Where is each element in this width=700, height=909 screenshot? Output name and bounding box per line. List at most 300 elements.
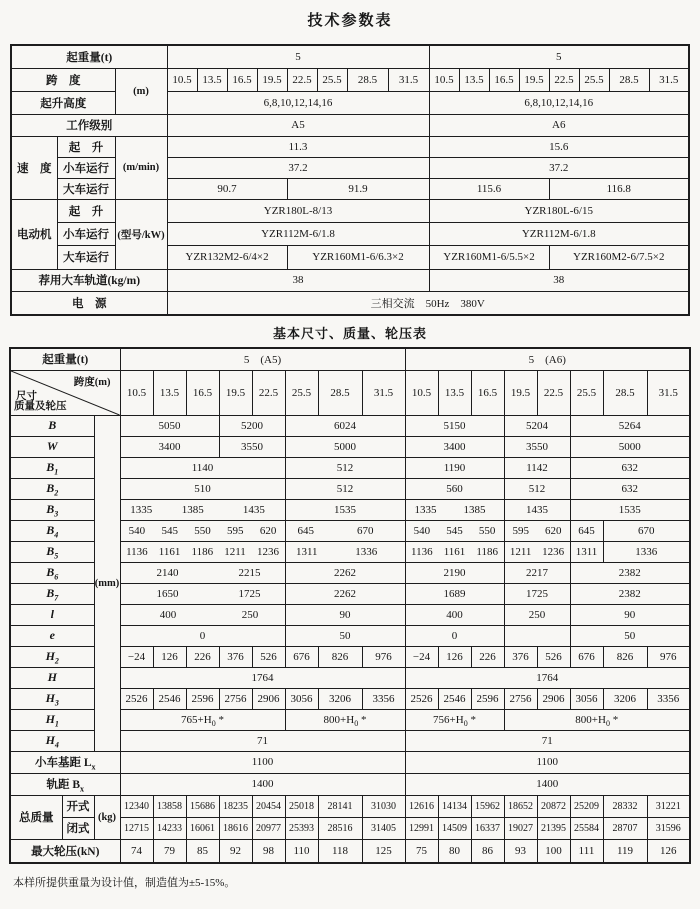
cell: 31030 <box>362 795 405 817</box>
cell: 1400 <box>405 773 690 795</box>
col-header: 31.5 <box>388 68 429 91</box>
cell-part: 540 <box>128 524 146 537</box>
table2-title: 基本尺寸、质量、轮压表 <box>272 326 427 341</box>
cell: 5204 <box>504 415 570 436</box>
cell: 31405 <box>362 817 405 839</box>
cell: 25018 <box>285 795 318 817</box>
cell: H <box>10 667 94 688</box>
cell: 12715 <box>120 817 153 839</box>
cell: YZR132M2-6/4×2 <box>167 245 287 269</box>
table-row <box>10 839 690 863</box>
cell: 28516 <box>318 817 362 839</box>
col-header: 13.5 <box>153 370 186 415</box>
col-header: 19.5 <box>519 68 549 91</box>
cell: 5050 <box>120 415 219 436</box>
cell: 560 <box>405 478 504 499</box>
cell: 632 <box>570 457 690 478</box>
row-label: 轨距 $B_x$ <box>10 773 120 795</box>
table-row <box>11 157 689 178</box>
cell: YZR112M-6/1.8 <box>167 222 429 245</box>
cell: 16337 <box>471 817 504 839</box>
cell: 1190 <box>405 457 504 478</box>
row-label: 起重量(t) <box>10 348 120 370</box>
cell: 2756 <box>219 688 252 709</box>
cell: 3356 <box>647 688 690 709</box>
cell: 38 <box>167 269 429 291</box>
cell: 71 <box>405 730 690 751</box>
cell-part: 620 <box>545 524 562 537</box>
cell: 5150 <box>405 415 504 436</box>
cell: 826 <box>318 646 362 667</box>
cell: 19027 <box>504 817 537 839</box>
cell-part: 545 <box>161 524 178 537</box>
cell: 31221 <box>647 795 690 817</box>
unit-mm: (mm) <box>94 415 120 751</box>
cell: 126 <box>647 839 690 863</box>
cell: 2382 <box>570 583 690 604</box>
cell: 15686 <box>186 795 219 817</box>
cell-part: 2140 <box>156 566 179 579</box>
cell: YZR160M1-6/6.3×2 <box>287 245 429 269</box>
col-header: 25.5 <box>317 68 347 91</box>
footnote: 本样所提供重量为设计值，制造值为±5-15%。 <box>13 877 236 889</box>
cell: $H_3$ <box>10 688 94 709</box>
row-label: (m) <box>115 68 167 114</box>
col-header: 28.5 <box>609 68 649 91</box>
cell: 15.6 <box>429 136 689 157</box>
row-label: (kg) <box>94 795 120 839</box>
cell: 3356 <box>362 688 405 709</box>
cell: 2906 <box>252 688 285 709</box>
cell: 25584 <box>570 817 603 839</box>
cell: $B_5$ <box>10 541 94 562</box>
cell: 1400 <box>120 773 405 795</box>
row-label: 荐用大车轨道(kg/m) <box>11 269 167 291</box>
cell: 20977 <box>252 817 285 839</box>
table-row <box>10 415 690 436</box>
cell: YZR160M1-6/5.5×2 <box>429 245 549 269</box>
cell: 25209 <box>570 795 603 817</box>
cell: 98 <box>252 839 285 863</box>
cell-part: 1335 <box>130 503 153 516</box>
col-header: 25.5 <box>570 370 603 415</box>
row-label: (m/min) <box>115 136 167 199</box>
cell: 676 <box>570 646 603 667</box>
cell <box>120 583 285 604</box>
cell: 20872 <box>537 795 570 817</box>
cell: 6024 <box>285 415 405 436</box>
cell: 28141 <box>318 795 362 817</box>
cell: 3400 <box>405 436 504 457</box>
cell: $B_3$ <box>10 499 94 520</box>
cell: 18652 <box>504 795 537 817</box>
cell-part: 1186 <box>476 545 498 558</box>
cell-part: 1725 <box>238 587 261 600</box>
cell <box>120 604 285 625</box>
cell <box>405 520 504 541</box>
cell: 1535 <box>570 499 690 520</box>
cell-part: 1385 <box>463 503 486 516</box>
cell: 100 <box>537 839 570 863</box>
cell: $H_4$ <box>10 730 94 751</box>
col-header: 19.5 <box>219 370 252 415</box>
cell: 14509 <box>438 817 471 839</box>
row-label: 起 升 <box>57 136 115 157</box>
cell: 976 <box>647 646 690 667</box>
cell: 976 <box>362 646 405 667</box>
dimensions-mass-wheelload-table <box>9 347 691 864</box>
cell-part: 645 <box>297 524 314 537</box>
row-label: 工作级别 <box>11 114 167 136</box>
cell <box>120 562 285 583</box>
row-label: 速 度 <box>11 136 57 199</box>
cell: 1435 <box>504 499 570 520</box>
cell: 0 <box>120 625 285 646</box>
cell: W <box>10 436 94 457</box>
cell: 12991 <box>405 817 438 839</box>
cell: 376 <box>219 646 252 667</box>
cell: 512 <box>285 478 405 499</box>
cell-part: 595 <box>512 524 529 537</box>
cell: 12616 <box>405 795 438 817</box>
cell: 3056 <box>570 688 603 709</box>
row-label: 大车运行 <box>57 245 115 269</box>
cell: 5 (A6) <box>405 348 690 370</box>
cell-part: 1650 <box>156 587 179 600</box>
col-header: 28.5 <box>318 370 362 415</box>
row-label: 最大轮压(kN) <box>10 839 120 863</box>
cell: 3206 <box>603 688 647 709</box>
cell: 2382 <box>570 562 690 583</box>
cell-part: 1385 <box>181 503 204 516</box>
cell: 6,8,10,12,14,16 <box>429 91 689 114</box>
cell: 512 <box>285 457 405 478</box>
cell: 1100 <box>405 751 690 773</box>
cell: 1725 <box>504 583 570 604</box>
col-header: 25.5 <box>579 68 609 91</box>
cell: $H_1$ <box>10 709 94 730</box>
cell: 5200 <box>219 415 285 436</box>
cell: 93 <box>504 839 537 863</box>
cell <box>504 520 570 541</box>
col-header: 22.5 <box>252 370 285 415</box>
cell: $B_2$ <box>10 478 94 499</box>
cell-part: 1335 <box>414 503 437 516</box>
cell: 110 <box>285 839 318 863</box>
cell: 2546 <box>438 688 471 709</box>
table-row <box>11 178 689 199</box>
col-header: 31.5 <box>647 370 690 415</box>
cell-part: 540 <box>413 524 431 537</box>
cell: 1764 <box>405 667 690 688</box>
cell: 2262 <box>285 583 405 604</box>
cell: 2596 <box>186 688 219 709</box>
cell: 115.6 <box>429 178 549 199</box>
cell <box>285 520 405 541</box>
diag-label-span: 跨度(m) <box>73 376 111 388</box>
diag-label-dimension: 尺寸 <box>16 390 37 402</box>
cell: A5 <box>167 114 429 136</box>
cell: 5 <box>167 45 429 68</box>
row-label: 电动机 <box>11 199 57 269</box>
cell-part: 250 <box>241 608 259 621</box>
cell: B <box>10 415 94 436</box>
cell: 90 <box>285 604 405 625</box>
cell: 3400 <box>120 436 219 457</box>
row-label: 大车运行 <box>57 178 115 199</box>
col-header: 19.5 <box>257 68 287 91</box>
cell: 1336 <box>603 541 690 562</box>
cell: 74 <box>120 839 153 863</box>
cell: 126 <box>153 646 186 667</box>
cell: 510 <box>120 478 285 499</box>
cell-part: 1211 <box>509 545 532 558</box>
cell: 1764 <box>120 667 405 688</box>
cell: 28332 <box>603 795 647 817</box>
cell: $765+H_0$ * <box>120 709 285 730</box>
col-header: 16.5 <box>489 68 519 91</box>
row-label: 电 源 <box>11 291 167 315</box>
row-label: (型号/kW) <box>115 199 167 269</box>
cell: 2546 <box>153 688 186 709</box>
cell: A6 <box>429 114 689 136</box>
cell <box>120 541 285 562</box>
cell: 6,8,10,12,14,16 <box>167 91 429 114</box>
table-row <box>11 269 689 291</box>
technical-parameters-table <box>10 44 690 316</box>
cell: 5 <box>429 45 689 68</box>
cell-part: 1311 <box>295 545 318 558</box>
cell: $756+H_0$ * <box>405 709 504 730</box>
col-header: 19.5 <box>504 370 537 415</box>
table-row <box>10 751 690 773</box>
cell: 3550 <box>504 436 570 457</box>
cell-part: 2215 <box>238 566 261 579</box>
cell: 2526 <box>120 688 153 709</box>
cell: 14134 <box>438 795 471 817</box>
cell <box>504 541 570 562</box>
cell <box>285 541 405 562</box>
table-row <box>10 773 690 795</box>
diag-label-mass-wheelload: 质量及轮压 <box>14 400 67 412</box>
cell: 90 <box>570 604 690 625</box>
cell: 3206 <box>318 688 362 709</box>
cell: $B_4$ <box>10 520 94 541</box>
cell: 31596 <box>647 817 690 839</box>
cell: 15962 <box>471 795 504 817</box>
col-header: 22.5 <box>537 370 570 415</box>
cell: 1535 <box>285 499 405 520</box>
col-header: 31.5 <box>362 370 405 415</box>
cell: 92 <box>219 839 252 863</box>
table-row <box>10 348 690 370</box>
row-label: 起升高度 <box>11 91 115 114</box>
cell: 2526 <box>405 688 438 709</box>
cell: $800+H_0$ * <box>504 709 690 730</box>
cell: $B_1$ <box>10 457 94 478</box>
cell: 512 <box>504 478 570 499</box>
cell-part: 1211 <box>224 545 246 558</box>
cell-part: 1336 <box>355 545 378 558</box>
cell: 526 <box>537 646 570 667</box>
cell: 5000 <box>285 436 405 457</box>
cell <box>120 520 285 541</box>
col-header: 10.5 <box>429 68 459 91</box>
col-header: 16.5 <box>227 68 257 91</box>
col-header: 22.5 <box>287 68 317 91</box>
cell: 2262 <box>285 562 405 583</box>
cell: 645 <box>570 520 603 541</box>
table-row <box>11 199 689 222</box>
cell-part: 670 <box>356 524 374 537</box>
col-header: 10.5 <box>167 68 197 91</box>
cell <box>120 499 285 520</box>
col-header: 10.5 <box>405 370 438 415</box>
cell: $H_2$ <box>10 646 94 667</box>
cell: 226 <box>186 646 219 667</box>
table-row <box>11 222 689 245</box>
cell: 118 <box>318 839 362 863</box>
cell: −24 <box>120 646 153 667</box>
cell: 14233 <box>153 817 186 839</box>
cell-part: 1236 <box>542 545 565 558</box>
cell: 13858 <box>153 795 186 817</box>
cell-part: 400 <box>159 608 177 621</box>
cell: 2906 <box>537 688 570 709</box>
cell: e <box>10 625 94 646</box>
cell-part: 545 <box>446 524 463 537</box>
cell: YZR180L-8/13 <box>167 199 429 222</box>
cell: 2756 <box>504 688 537 709</box>
cell: 250 <box>504 604 570 625</box>
cell: 1311 <box>570 541 603 562</box>
table-row <box>11 68 689 91</box>
table-row <box>11 91 689 114</box>
cell: l <box>10 604 94 625</box>
cell-part: 1161 <box>443 545 466 558</box>
cell: 85 <box>186 839 219 863</box>
table-row <box>10 795 690 817</box>
cell: 119 <box>603 839 647 863</box>
cell: 37.2 <box>429 157 689 178</box>
row-label: 小车运行 <box>57 157 115 178</box>
cell: 18616 <box>219 817 252 839</box>
row-label: 起 升 <box>57 199 115 222</box>
cell-part: 595 <box>227 524 244 537</box>
table-row <box>11 136 689 157</box>
cell: 5000 <box>570 436 690 457</box>
cell: 50 <box>570 625 690 646</box>
cell: 71 <box>120 730 405 751</box>
cell: 2596 <box>471 688 504 709</box>
cell: 25393 <box>285 817 318 839</box>
col-header: 16.5 <box>186 370 219 415</box>
cell: YZR112M-6/1.8 <box>429 222 689 245</box>
row-label: 跨 度 <box>11 68 115 91</box>
col-header: 13.5 <box>459 68 489 91</box>
cell: 37.2 <box>167 157 429 178</box>
row-label: 开式 <box>62 795 94 817</box>
cell: 632 <box>570 478 690 499</box>
col-header: 16.5 <box>471 370 504 415</box>
table-row <box>11 45 689 68</box>
cell-part: 1136 <box>126 545 148 558</box>
page-title: 技术参数表 <box>307 13 393 29</box>
cell: 79 <box>153 839 186 863</box>
cell: $B_6$ <box>10 562 94 583</box>
table-row <box>11 291 689 315</box>
cell: 3056 <box>285 688 318 709</box>
cell-part: 1136 <box>411 545 433 558</box>
cell: 226 <box>471 646 504 667</box>
cell: 11.3 <box>167 136 429 157</box>
cell <box>405 499 504 520</box>
cell: $B_7$ <box>10 583 94 604</box>
cell: 50 <box>285 625 405 646</box>
cell: 670 <box>603 520 690 541</box>
cell: 2217 <box>504 562 570 583</box>
cell: 38 <box>429 269 689 291</box>
cell-part: 1435 <box>242 503 265 516</box>
cell: 91.9 <box>287 178 429 199</box>
table-row <box>10 370 690 415</box>
cell: YZR180L-6/15 <box>429 199 689 222</box>
cell: 28707 <box>603 817 647 839</box>
cell-part: 620 <box>259 524 277 537</box>
row-label: 闭式 <box>62 817 94 839</box>
cell-part: 1236 <box>256 545 279 558</box>
col-header: 22.5 <box>549 68 579 91</box>
cell: $800+H_0$ * <box>285 709 405 730</box>
table-row <box>11 114 689 136</box>
cell <box>504 625 570 646</box>
diagonal-header-cell <box>10 370 120 415</box>
cell: 111 <box>570 839 603 863</box>
cell: 400 <box>405 604 504 625</box>
col-header: 25.5 <box>285 370 318 415</box>
cell: 90.7 <box>167 178 287 199</box>
col-header: 10.5 <box>120 370 153 415</box>
cell: 5 (A5) <box>120 348 405 370</box>
cell: 526 <box>252 646 285 667</box>
col-header: 13.5 <box>197 68 227 91</box>
cell: 三相交流 50Hz 380V <box>167 291 689 315</box>
cell-part: 550 <box>194 524 211 537</box>
cell: 826 <box>603 646 647 667</box>
cell: 125 <box>362 839 405 863</box>
cell: 1100 <box>120 751 405 773</box>
row-label: 小车运行 <box>57 222 115 245</box>
cell: 1689 <box>405 583 504 604</box>
cell: 676 <box>285 646 318 667</box>
cell: 1142 <box>504 457 570 478</box>
cell <box>405 541 504 562</box>
col-header: 28.5 <box>603 370 647 415</box>
cell-part: 550 <box>478 524 496 537</box>
table-row <box>11 245 689 269</box>
cell: 16061 <box>186 817 219 839</box>
cell: 126 <box>438 646 471 667</box>
cell: 376 <box>504 646 537 667</box>
cell: 0 <box>405 625 504 646</box>
cell: −24 <box>405 646 438 667</box>
cell: 12340 <box>120 795 153 817</box>
cell-part: 1161 <box>158 545 181 558</box>
cell: 86 <box>471 839 504 863</box>
cell: 20454 <box>252 795 285 817</box>
cell: 18235 <box>219 795 252 817</box>
cell: YZR160M2-6/7.5×2 <box>549 245 689 269</box>
